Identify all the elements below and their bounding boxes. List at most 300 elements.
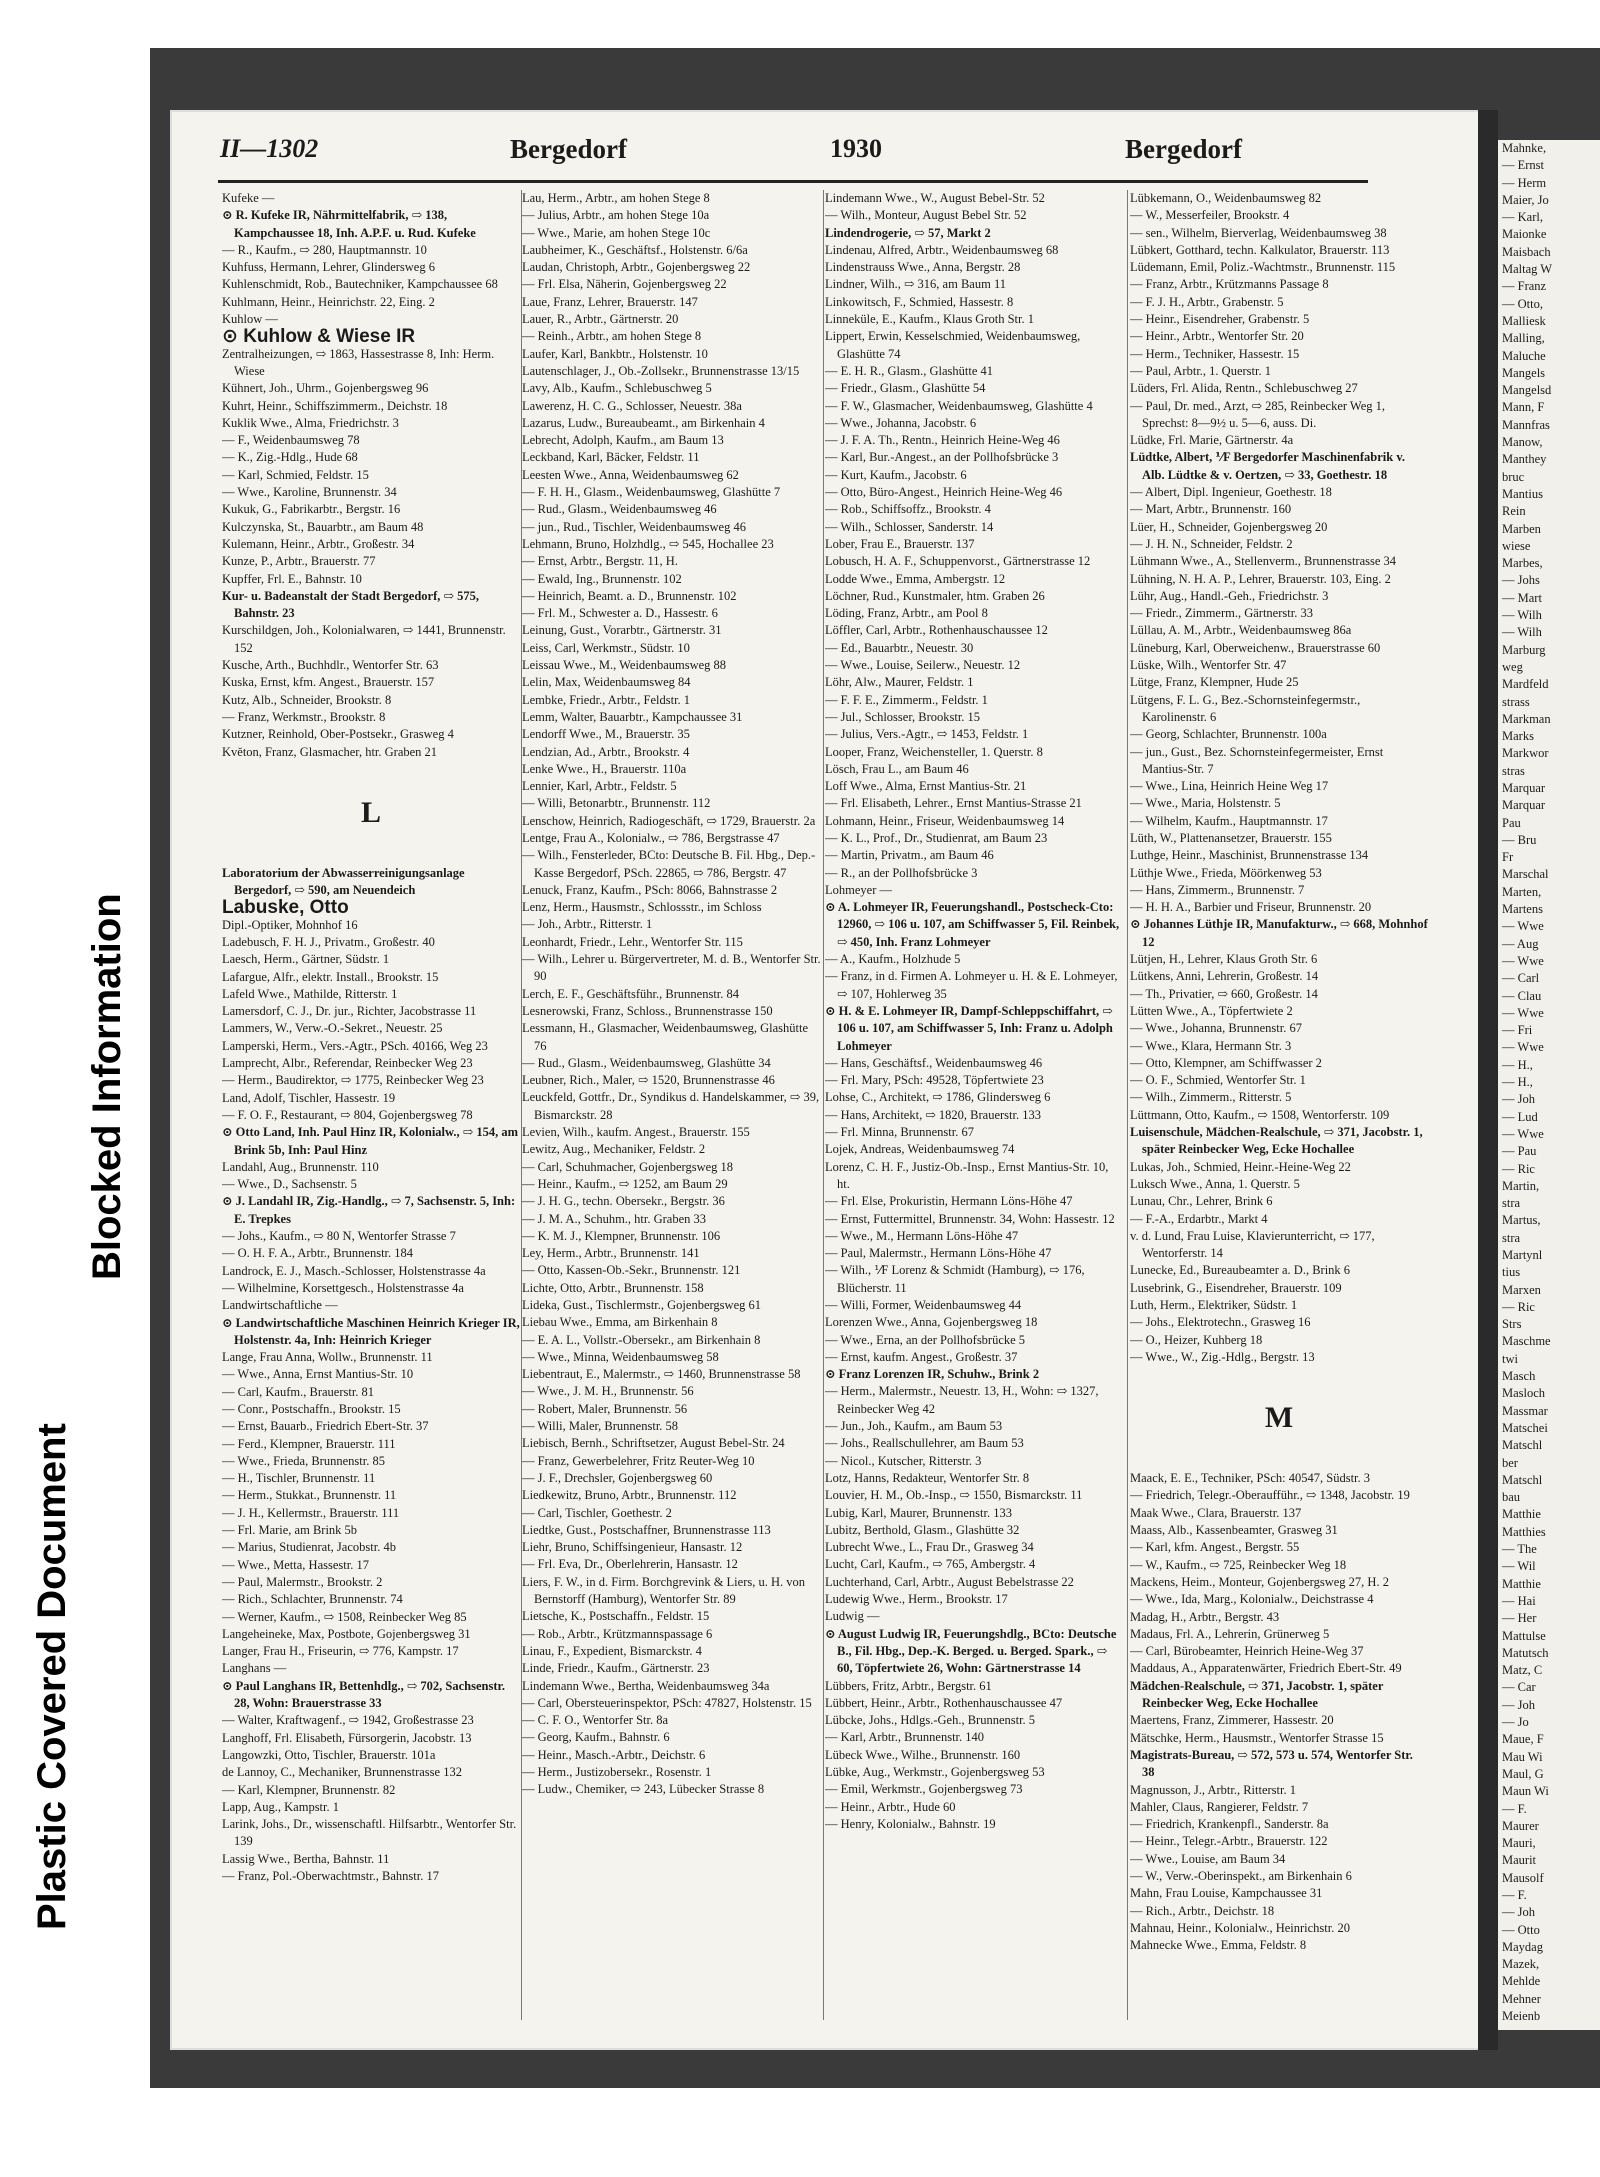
adjacent-entry-fragment: Maluche bbox=[1502, 348, 1546, 363]
directory-entry: — Paul, Arbtr., 1. Querstr. 1 bbox=[1130, 363, 1271, 378]
directory-entry: Lütkens, Anni, Lehrerin, Großestr. 14 bbox=[1130, 969, 1319, 984]
directory-entry: — Wilh., ⅟F Lorenz & Schmidt (Hamburg), ⇨ 176, Blücherstr. 11 bbox=[825, 1263, 1085, 1295]
adjacent-entry-fragment: — Car bbox=[1502, 1680, 1536, 1695]
directory-entry: Löchner, Rud., Kunstmaler, htm. Graben 26 bbox=[825, 588, 1045, 603]
business-listing: ⊙ Johannes Lüthje IR, Manufakturw., ⇨ 668, Mohnhof 12 bbox=[1130, 917, 1428, 949]
directory-entry: — Kurt, Kaufm., Jacobstr. 6 bbox=[825, 467, 967, 482]
directory-entry: — Georg, Kaufm., Bahnstr. 6 bbox=[522, 1730, 670, 1745]
adjacent-entry-fragment: Manthey bbox=[1502, 452, 1547, 467]
directory-entry: Lazarus, Ludw., Bureaubeamt., am Birkenhain 4 bbox=[522, 415, 765, 430]
directory-entry: Kutzner, Reinhold, Ober-Postsekr., Grasweg 4 bbox=[222, 727, 454, 742]
directory-entry: — Ed., Bauarbtr., Neuestr. 30 bbox=[825, 640, 974, 655]
directory-entry: — Wilh., Schlosser, Sanderstr. 14 bbox=[825, 519, 994, 534]
directory-entry: Kulczynska, St., Bauarbtr., am Baum 48 bbox=[222, 519, 424, 534]
section-letter: L bbox=[360, 795, 381, 829]
directory-entry: — Werner, Kaufm., ⇨ 1508, Reinbecker Weg 85 bbox=[222, 1609, 467, 1624]
directory-entry: — Mart, Arbtr., Brunnenstr. 160 bbox=[1130, 502, 1292, 517]
directory-entry: — Johs., Kaufm., ⇨ 80 N, Wentorfer Strasse 7 bbox=[222, 1229, 456, 1244]
adjacent-entry-fragment: Matthie bbox=[1502, 1576, 1541, 1591]
directory-entry: Landrock, E. J., Masch.-Schlosser, Holstenstrasse 4a bbox=[222, 1263, 486, 1278]
directory-entry: Lammers, W., Verw.-O.-Sekret., Neuestr. 25 bbox=[222, 1021, 443, 1036]
directory-entry: Květon, Franz, Glasmacher, htr. Graben 21 bbox=[222, 744, 438, 759]
directory-entry: Maertens, Franz, Zimmerer, Hassestr. 20 bbox=[1130, 1713, 1334, 1728]
directory-entry: Lesnerowski, Franz, Schloss., Brunnenstrasse 150 bbox=[522, 1003, 773, 1018]
directory-entry: Liebentraut, E., Malermstr., ⇨ 1460, Brunnenstrasse 58 bbox=[522, 1367, 801, 1382]
adjacent-entry-fragment: — Franz bbox=[1502, 279, 1547, 294]
business-listing: ⊙ Paul Langhans IR, Bettenhdlg., ⇨ 702, Sachsenstr. 28, Wohn: Brauerstrasse 33 bbox=[222, 1678, 506, 1711]
business-listing: Lindendrogerie, ⇨ 57, Markt 2 bbox=[825, 225, 991, 240]
adjacent-entry-fragment: Matz, C bbox=[1502, 1663, 1543, 1678]
header-city-right: Bergedorf bbox=[1125, 134, 1242, 164]
directory-entry: Maass, Alb., Kassenbeamter, Grasweg 31 bbox=[1130, 1523, 1338, 1538]
directory-entry: — K. M. J., Klempner, Brunnenstr. 106 bbox=[522, 1228, 721, 1243]
directory-entry: — Rud., Glasm., Weidenbaumsweg, Glashütte 34 bbox=[522, 1055, 771, 1070]
adjacent-entry-fragment: Fr bbox=[1502, 850, 1514, 865]
directory-entry: — Paul, Malermstr., Brookstr. 2 bbox=[222, 1574, 383, 1589]
directory-entry: — R., an der Pollhofsbrücke 3 bbox=[825, 865, 978, 880]
directory-entry: — Wwe., Marie, am hohen Stege 10c bbox=[522, 225, 711, 240]
directory-column-3 bbox=[825, 190, 1123, 2030]
directory-entry: Lindenau, Alfred, Arbtr., Weidenbaumsweg 68 bbox=[825, 242, 1059, 257]
directory-entry: Dipl.-Optiker, Mohnhof 16 bbox=[222, 917, 358, 932]
adjacent-entry-fragment: Martus, bbox=[1502, 1213, 1541, 1228]
directory-entry: Lodde Wwe., Emma, Ambergstr. 12 bbox=[825, 571, 1006, 586]
business-listing: Magistrats-Bureau, ⇨ 572, 573 u. 574, Wentorfer Str. 38 bbox=[1130, 1747, 1413, 1780]
adjacent-entry-fragment: ber bbox=[1502, 1455, 1518, 1470]
directory-entry: Lübcke, Johs., Hdlgs.-Geh., Brunnenstr. 5 bbox=[825, 1713, 1036, 1728]
directory-entry: Lamprecht, Albr., Referendar, Reinbecker Weg 23 bbox=[222, 1056, 473, 1071]
directory-entry: — Frl. Elsa, Näherin, Gojenbergsweg 22 bbox=[522, 277, 727, 292]
directory-entry: — Ewald, Ing., Brunnenstr. 102 bbox=[522, 571, 682, 586]
directory-column-2 bbox=[522, 190, 822, 2030]
directory-column-1 bbox=[222, 190, 520, 2030]
adjacent-entry-fragment: wiese bbox=[1502, 538, 1531, 553]
directory-entry: — C. F. O., Wentorfer Str. 8a bbox=[522, 1713, 669, 1728]
adjacent-entry-fragment: — Carl bbox=[1502, 971, 1540, 986]
directory-entry: — Ernst, kaufm. Angest., Großestr. 37 bbox=[825, 1349, 1018, 1364]
adjacent-entry-fragment: Manow, bbox=[1502, 435, 1543, 450]
directory-entry: — Wwe., Louise, am Baum 34 bbox=[1130, 1851, 1286, 1866]
directory-entry: — J. H. G., techn. Obersekr., Bergstr. 36 bbox=[522, 1194, 725, 1209]
adjacent-entry-fragment: stra bbox=[1502, 1196, 1521, 1211]
directory-entry: Kuhlow — bbox=[222, 312, 278, 327]
directory-entry: — Ludw., Chemiker, ⇨ 243, Lübecker Strasse 8 bbox=[522, 1782, 765, 1797]
adjacent-entry-fragment: — Wwe bbox=[1502, 919, 1544, 934]
directory-entry: Kuklik Wwe., Alma, Friedrichstr. 3 bbox=[222, 415, 399, 430]
adjacent-entry-fragment: — Wil bbox=[1502, 1559, 1536, 1574]
directory-entry: Lavy, Alb., Kaufm., Schlebuschweg 5 bbox=[522, 381, 712, 396]
directory-entry: Lüdke, Frl. Marie, Gärtnerstr. 4a bbox=[1130, 433, 1294, 448]
adjacent-entry-fragment: Maier, Jo bbox=[1502, 192, 1549, 207]
business-listing: ⊙ August Ludwig IR, Feuerungshdlg., BCto: Deutsche B., Fil. Hbg., Dep.-K. Berged. u. Berged. Spark., ⇨ 60, Töpfertwiete 26, Wohn: Gärtnerstrasse 14 bbox=[825, 1626, 1117, 1676]
directory-entry: — A., Kaufm., Holzhude 5 bbox=[825, 952, 961, 967]
directory-entry: Lindenstrauss Wwe., Anna, Bergstr. 28 bbox=[825, 260, 1021, 275]
directory-entry: — Wilh., Monteur, August Bebel Str. 52 bbox=[825, 208, 1027, 223]
business-listing: Mädchen-Realschule, ⇨ 371, Jacobstr. 1, später Reinbecker Weg, Ecke Hochallee bbox=[1130, 1678, 1384, 1711]
directory-entry: Lobusch, H. A. F., Schuppenvorst., Gärtnerstrasse 12 bbox=[825, 554, 1091, 569]
directory-entry: Lehmann, Bruno, Holzhdlg., ⇨ 545, Hochallee 23 bbox=[522, 536, 774, 551]
directory-entry: — Johs., Elektrotechn., Grasweg 16 bbox=[1130, 1315, 1311, 1330]
directory-entry: — Carl, Obersteuerinspektor, PSch: 47827, Holstenstr. 15 bbox=[522, 1695, 812, 1710]
directory-entry: — Wwe., Metta, Hassestr. 17 bbox=[222, 1557, 369, 1572]
directory-entry: Lauer, R., Arbtr., Gärtnerstr. 20 bbox=[522, 312, 679, 327]
adjacent-entry-fragment: Markwor bbox=[1502, 746, 1549, 761]
business-listing: ⊙ A. Lohmeyer IR, Feuerungshandl., Postscheck-Cto: 12960, ⇨ 106 u. 107, am Schiffwasser 5, Fil. Reinbek, ⇨ 450, Inh. Franz Lohmeyer bbox=[825, 900, 1120, 949]
directory-entry: Löffler, Carl, Arbtr., Rothenhauschaussee 12 bbox=[825, 623, 1048, 638]
directory-entry: — F. J. H., Arbtr., Grabenstr. 5 bbox=[1130, 294, 1284, 309]
business-listing: ⊙ Kuhlow & Wiese IR bbox=[222, 326, 416, 348]
adjacent-entry-fragment: Mattulse bbox=[1502, 1628, 1546, 1643]
directory-entry: — Heinr., Arbtr., Hude 60 bbox=[825, 1799, 956, 1814]
directory-entry: Lütten Wwe., A., Töpfertwiete 2 bbox=[1130, 1003, 1293, 1018]
directory-entry: Lippert, Erwin, Kesselschmied, Weidenbaumsweg, Glashütte 74 bbox=[825, 329, 1081, 361]
directory-entry: Laue, Franz, Lehrer, Brauerstr. 147 bbox=[522, 294, 698, 309]
directory-entry: Maddaus, A., Apparatenwärter, Friedrich Ebert-Str. 49 bbox=[1130, 1661, 1402, 1676]
adjacent-entry-fragment: — Mart bbox=[1502, 590, 1542, 605]
directory-entry: — Emil, Werkmstr., Gojenbergsweg 73 bbox=[825, 1782, 1023, 1797]
directory-entry: Lohmann, Heinr., Friseur, Weidenbaumsweg 14 bbox=[825, 813, 1065, 828]
adjacent-entry-fragment: — H., bbox=[1502, 1075, 1533, 1090]
directory-entry: — Jul., Schlosser, Brookstr. 15 bbox=[825, 709, 981, 724]
directory-entry: — H., Tischler, Brunnenstr. 11 bbox=[222, 1471, 376, 1486]
adjacent-entry-fragment: Maun Wi bbox=[1502, 1784, 1549, 1799]
directory-entry: Lenke Wwe., H., Brauerstr. 110a bbox=[522, 761, 687, 776]
directory-entry: — Wwe., Anna, Ernst Mantius-Str. 10 bbox=[222, 1367, 414, 1382]
adjacent-entry-fragment: — Hai bbox=[1502, 1593, 1536, 1608]
directory-entry: — Karl, Klempner, Brunnenstr. 82 bbox=[222, 1782, 396, 1797]
directory-entry: — Herm., Techniker, Hassestr. 15 bbox=[1130, 346, 1300, 361]
directory-entry: — Friedrich, Telegr.-Oberaufführ., ⇨ 1348, Jacobstr. 19 bbox=[1130, 1488, 1410, 1503]
directory-entry: — Wwe., Maria, Holstenstr. 5 bbox=[1130, 796, 1281, 811]
adjacent-entry-fragment: Mantius bbox=[1502, 486, 1543, 501]
directory-entry: — Franz, Werkmstr., Brookstr. 8 bbox=[222, 709, 386, 724]
directory-entry: — Wwe., Frieda, Brunnenstr. 85 bbox=[222, 1453, 385, 1468]
adjacent-entry-fragment: — Jo bbox=[1502, 1715, 1529, 1730]
business-listing: ⊙ Landwirtschaftliche Maschinen Heinrich Krieger IR, Holstenstr. 4a, Inh: Heinrich Krieger bbox=[222, 1315, 520, 1347]
directory-entry: — Herm., Stukkat., Brunnenstr. 11 bbox=[222, 1488, 397, 1503]
business-listing: ⊙ Otto Land, Inh. Paul Hinz IR, Kolonialw., ⇨ 154, am Brink 5b, Inh: Paul Hinz bbox=[222, 1125, 518, 1157]
header-city-left: Bergedorf bbox=[510, 134, 627, 164]
blocked-information-label: Blocked Information bbox=[85, 893, 129, 1280]
directory-entry: Langeheineke, Max, Postbote, Gojenbergsweg 31 bbox=[222, 1626, 471, 1641]
directory-entry: Laesch, Herm., Gärtner, Südstr. 1 bbox=[222, 952, 390, 967]
directory-entry: — Otto, Kassen-Ob.-Sekr., Brunnenstr. 121 bbox=[522, 1263, 741, 1278]
adjacent-entry-fragment: stras bbox=[1502, 763, 1525, 778]
directory-entry: — Robert, Maler, Brunnenstr. 56 bbox=[522, 1401, 688, 1416]
directory-entry: — Carl, Bürobeamter, Heinrich Heine-Weg 37 bbox=[1130, 1644, 1364, 1659]
directory-entry: Lenuck, Franz, Kaufm., PSch: 8066, Bahnstrasse 2 bbox=[522, 882, 778, 897]
directory-entry: Ludewig Wwe., Herm., Brookstr. 17 bbox=[825, 1592, 1008, 1607]
column-divider bbox=[823, 190, 824, 2020]
directory-entry: — K., Zig.-Hdlg., Hude 68 bbox=[222, 450, 358, 465]
directory-page bbox=[170, 110, 1480, 2050]
directory-entry: Mahnau, Heinr., Kolonialw., Heinrichstr. 20 bbox=[1130, 1920, 1350, 1935]
adjacent-entry-fragment: weg bbox=[1502, 659, 1523, 674]
directory-entry: Kuhlenschmidt, Rob., Bautechniker, Kampchaussee 68 bbox=[222, 277, 498, 292]
directory-entry: Lotz, Hanns, Redakteur, Wentorfer Str. 8 bbox=[825, 1470, 1030, 1485]
directory-entry: Luthge, Heinr., Maschinist, Brunnenstrasse 134 bbox=[1130, 848, 1369, 863]
directory-entry: — Rob., Arbtr., Krützmannspassage 6 bbox=[522, 1626, 713, 1641]
directory-entry: Lübeck Wwe., Wilhe., Brunnenstr. 160 bbox=[825, 1747, 1021, 1762]
directory-entry: — Willi, Former, Weidenbaumsweg 44 bbox=[825, 1298, 1022, 1312]
directory-entry: Langhans — bbox=[222, 1661, 287, 1676]
adjacent-entry-fragment: — Clau bbox=[1502, 988, 1542, 1003]
directory-entry: — Franz, Arbtr., Krützmanns Passage 8 bbox=[1130, 277, 1329, 292]
adjacent-entry-fragment: Martynl bbox=[1502, 1248, 1543, 1262]
directory-entry: — sen., Wilhelm, Bierverlag, Weidenbaumsweg 38 bbox=[1130, 225, 1387, 240]
directory-entry: Kuhlmann, Heinr., Heinrichstr. 22, Eing. 2 bbox=[222, 294, 435, 309]
directory-entry: — W., Kaufm., ⇨ 725, Reinbecker Weg 18 bbox=[1130, 1557, 1347, 1572]
directory-entry: Langer, Frau H., Friseurin, ⇨ 776, Kampstr. 17 bbox=[222, 1644, 459, 1659]
directory-entry: — Wilh., Lehrer u. Bürgervertreter, M. d. B., Wentorfer Str. 90 bbox=[522, 952, 821, 984]
directory-entry: Lüllau, A. M., Arbtr., Weidenbaumsweg 86a bbox=[1130, 623, 1352, 638]
adjacent-entry-fragment: Pau bbox=[1502, 815, 1521, 830]
sidebar-overlay bbox=[0, 0, 150, 2177]
directory-entry: Lösch, Frau L., am Baum 46 bbox=[825, 761, 969, 776]
directory-entry: Ley, Herm., Arbtr., Brunnenstr. 141 bbox=[522, 1246, 700, 1261]
directory-entry: — Paul, Malermstr., Hermann Löns-Höhe 47 bbox=[825, 1246, 1052, 1261]
directory-entry: — Karl, Schmied, Feldstr. 15 bbox=[222, 467, 369, 482]
directory-entry: Lindemann Wwe., W., August Bebel-Str. 52 bbox=[825, 191, 1045, 205]
directory-entry: — Frl. Eva, Dr., Oberlehrerin, Hansastr. 12 bbox=[522, 1557, 738, 1572]
adjacent-entry-fragment: — Wilh bbox=[1502, 608, 1542, 623]
plastic-covered-label: Plastic Covered Document bbox=[30, 1423, 74, 1930]
directory-entry: Leonhardt, Friedr., Lehr., Wentorfer Str. 115 bbox=[522, 934, 743, 949]
directory-entry: — Wwe., Johanna, Brunnenstr. 67 bbox=[1130, 1021, 1302, 1036]
directory-entry: Leuckfeld, Gottfr., Dr., Syndikus d. Handelskammer, ⇨ 39, Bismarckstr. 28 bbox=[522, 1090, 820, 1122]
directory-entry: — Wwe., Minna, Weidenbaumsweg 58 bbox=[522, 1349, 719, 1364]
adjacent-entry-fragment: Mehner bbox=[1502, 1991, 1541, 2006]
directory-entry: — Rud., Glasm., Weidenbaumsweg 46 bbox=[522, 502, 717, 517]
directory-entry: Linneküle, E., Kaufm., Klaus Groth Str. 1 bbox=[825, 312, 1034, 327]
directory-entry: — Wwe., Klara, Hermann Str. 3 bbox=[1130, 1038, 1292, 1053]
adjacent-entry-fragment: — Otto bbox=[1502, 1922, 1540, 1937]
directory-entry: v. d. Lund, Frau Luise, Klavierunterricht, ⇨ 177, Wentorferstr. 14 bbox=[1130, 1228, 1375, 1261]
directory-entry: — Ernst, Futtermittel, Brunnenstr. 34, Wohn: Hassestr. 12 bbox=[825, 1211, 1115, 1226]
directory-entry: — J. F. A. Th., Rentn., Heinrich Heine-Weg 46 bbox=[825, 433, 1060, 448]
directory-entry: — Wilh., Fensterleder, BCto: Deutsche B. Fil. Hbg., Dep.-Kasse Bergedorf, PSch. 22865, ⇨ 786, Bergstr. 47 bbox=[522, 848, 816, 880]
adjacent-entry-fragment: Masloch bbox=[1502, 1386, 1546, 1401]
directory-entry: — Frl. M., Schwester a. D., Hassestr. 6 bbox=[522, 606, 718, 621]
directory-entry: Larink, Johs., Dr., wissenschaftl. Hilfsarbtr., Wentorfer Str. 139 bbox=[222, 1817, 517, 1849]
directory-entry: — Friedrich, Krankenpfl., Sanderstr. 8a bbox=[1130, 1817, 1329, 1832]
directory-entry: Lüthje Wwe., Frieda, Möörkenweg 53 bbox=[1130, 865, 1322, 880]
section-letter: M bbox=[1264, 1401, 1294, 1435]
directory-entry: — Paul, Dr. med., Arzt, ⇨ 285, Reinbecker Weg 1, Sprechst: 8—9½ u. 5—6, auss. Di. bbox=[1130, 398, 1386, 430]
business-listing: Luisenschule, Mädchen-Realschule, ⇨ 371, Jacobstr. 1, später Reinbecker Weg, Ecke Hochallee bbox=[1130, 1125, 1423, 1157]
directory-entry: — F.-A., Erdarbtr., Markt 4 bbox=[1130, 1211, 1268, 1226]
directory-entry: — Frl. Else, Prokuristin, Hermann Löns-Höhe 47 bbox=[825, 1194, 1073, 1209]
directory-entry: — W., Messerfeiler, Brookstr. 4 bbox=[1130, 208, 1290, 223]
directory-entry: Mahler, Claus, Rangierer, Feldstr. 7 bbox=[1130, 1799, 1309, 1814]
directory-entry: Lohmeyer — bbox=[825, 882, 892, 897]
directory-entry: — jun., Gust., Bez. Schornsteinfegermeister, Ernst Mantius-Str. 7 bbox=[1130, 744, 1384, 776]
header-rule bbox=[218, 180, 1368, 183]
directory-entry: — Hans, Architekt, ⇨ 1820, Brauerstr. 133 bbox=[825, 1107, 1041, 1122]
directory-entry: Löhr, Alw., Maurer, Feldstr. 1 bbox=[825, 675, 974, 690]
directory-entry: — Wilh., Zimmerm., Ritterstr. 5 bbox=[1130, 1090, 1292, 1105]
directory-entry: Lamperski, Herm., Vers.-Agtr., PSch. 40166, Weg 23 bbox=[222, 1038, 488, 1053]
page-header bbox=[210, 134, 1370, 174]
business-listing: Laboratorium der Abwasserreinigungsanlage Bergedorf, ⇨ 590, am Neuendeich bbox=[222, 865, 465, 898]
directory-entry: Lerch, E. F., Geschäftsführ., Brunnenstr. 84 bbox=[522, 986, 740, 1001]
directory-entry: Leissau Wwe., M., Weidenbaumsweg 88 bbox=[522, 658, 727, 673]
directory-entry: Liebisch, Bernh., Schriftsetzer, August Bebel-Str. 24 bbox=[522, 1436, 785, 1451]
directory-entry: Lübbert, Heinr., Arbtr., Rothenhauschaussee 47 bbox=[825, 1695, 1063, 1710]
directory-entry: Löding, Franz, Arbtr., am Pool 8 bbox=[825, 606, 988, 621]
directory-entry: — Joh., Arbtr., Ritterstr. 1 bbox=[522, 917, 653, 932]
directory-entry: — Julius, Arbtr., am hohen Stege 10a bbox=[522, 208, 710, 223]
adjacent-entry-fragment: Mausolf bbox=[1502, 1870, 1544, 1885]
directory-entry: Kufeke — bbox=[222, 191, 275, 205]
directory-entry: Lütjen, H., Lehrer, Klaus Groth Str. 6 bbox=[1130, 952, 1318, 967]
directory-entry: — Conr., Postschaffn., Brookstr. 15 bbox=[222, 1402, 401, 1416]
directory-entry: Looper, Franz, Weichensteller, 1. Querstr. 8 bbox=[825, 744, 1043, 759]
business-listing: ⊙ R. Kufeke IR, Nährmittelfabrik, ⇨ 138, Kampchaussee 18, Inh. A.P.F. u. Rud. Kufeke bbox=[222, 208, 476, 240]
directory-entry: — F. O. F., Restaurant, ⇨ 804, Gojenbergsweg 78 bbox=[222, 1107, 473, 1122]
directory-entry: Lühning, N. H. A. P., Lehrer, Brauerstr. 103, Eing. 2 bbox=[1130, 571, 1391, 586]
directory-entry: Liedkewitz, Bruno, Arbtr., Brunnenstr. 112 bbox=[522, 1488, 737, 1503]
directory-entry: Lübkemann, O., Weidenbaumsweg 82 bbox=[1130, 191, 1322, 205]
directory-entry: — H. H. A., Barbier und Friseur, Brunnenstr. 20 bbox=[1130, 900, 1372, 915]
directory-entry: — Albert, Dipl. Ingenieur, Goethestr. 18 bbox=[1130, 485, 1332, 500]
directory-entry: Lelin, Max, Weidenbaumsweg 84 bbox=[522, 675, 691, 690]
adjacent-entry-fragment: — H., bbox=[1502, 1057, 1533, 1072]
directory-entry: — Friedr., Glasm., Glashütte 54 bbox=[825, 381, 986, 396]
directory-entry: — W., Verw.-Oberinspekt., am Birkenhain 6 bbox=[1130, 1869, 1352, 1884]
directory-entry: — R., Kaufm., ⇨ 280, Hauptmannstr. 10 bbox=[222, 242, 427, 257]
adjacent-page-column bbox=[1502, 140, 1552, 2025]
directory-entry: Lorenz, C. H. F., Justiz-Ob.-Insp., Ernst Mantius-Str. 10, ht. bbox=[825, 1159, 1109, 1191]
directory-entry: Kulemann, Heinr., Arbtr., Großestr. 34 bbox=[222, 536, 415, 551]
directory-entry: Lietsche, K., Postschaffn., Feldstr. 15 bbox=[522, 1609, 710, 1624]
business-listing: ⊙ J. Landahl IR, Zig.-Handlg., ⇨ 7, Sachsenstr. 5, Inh: E. Trepkes bbox=[222, 1194, 516, 1226]
adjacent-entry-fragment: Mazek, bbox=[1502, 1957, 1540, 1972]
directory-entry: Kühnert, Joh., Uhrm., Gojenbergsweg 96 bbox=[222, 381, 429, 396]
adjacent-entry-fragment: Mann, F bbox=[1502, 400, 1545, 415]
directory-entry: Lewitz, Aug., Mechaniker, Feldstr. 2 bbox=[522, 1142, 706, 1157]
directory-entry: Kutz, Alb., Schneider, Brookstr. 8 bbox=[222, 692, 392, 707]
directory-entry: Linkowitsch, F., Schmied, Hassestr. 8 bbox=[825, 294, 1014, 309]
directory-entry: — Friedr., Zimmerm., Gärtnerstr. 33 bbox=[1130, 606, 1313, 621]
directory-entry: — Wwe., Ida, Marg., Kolonialw., Deichstrasse 4 bbox=[1130, 1592, 1374, 1607]
directory-entry: — Karl, Bur.-Angest., an der Pollhofsbrücke 3 bbox=[825, 450, 1059, 465]
directory-entry: — Wwe., W., Zig.-Hdlg., Bergstr. 13 bbox=[1130, 1349, 1315, 1364]
directory-entry: Lassig Wwe., Bertha, Bahnstr. 11 bbox=[222, 1851, 390, 1866]
adjacent-entry-fragment: Marschal bbox=[1502, 867, 1549, 882]
adjacent-entry-fragment: Mau Wi bbox=[1502, 1749, 1543, 1764]
directory-entry: — Jun., Joh., Kaufm., am Baum 53 bbox=[825, 1419, 1003, 1434]
directory-entry: Lüth, W., Plattenansetzer, Brauerstr. 155 bbox=[1130, 830, 1332, 845]
directory-entry: — Frl. Marie, am Brink 5b bbox=[222, 1523, 358, 1538]
directory-entry: — Otto, Büro-Angest., Heinrich Heine-Weg 46 bbox=[825, 485, 1063, 500]
directory-entry: Lunecke, Ed., Bureaubeamter a. D., Brink 6 bbox=[1130, 1263, 1351, 1278]
adjacent-entry-fragment: — Her bbox=[1502, 1611, 1537, 1626]
adjacent-entry-fragment: Matschl bbox=[1502, 1438, 1543, 1453]
directory-entry: Lühmann Wwe., A., Stellenverm., Brunnenstrasse 34 bbox=[1130, 554, 1397, 569]
adjacent-entry-fragment: Mahnke, bbox=[1502, 141, 1547, 155]
directory-entry: — Reinh., Arbtr., am hohen Stege 8 bbox=[522, 329, 702, 344]
directory-entry: Lindner, Wilh., ⇨ 316, am Baum 11 bbox=[825, 277, 1006, 292]
adjacent-entry-fragment: — Joh bbox=[1502, 1697, 1535, 1712]
directory-entry: Lucht, Carl, Kaufm., ⇨ 765, Ambergstr. 4 bbox=[825, 1557, 1036, 1572]
adjacent-entry-fragment: — Wwe bbox=[1502, 953, 1544, 968]
directory-entry: — E. A. L., Vollstr.-Obersekr., am Birkenhain 8 bbox=[522, 1332, 761, 1347]
directory-entry: — Rich., Schlachter, Brunnenstr. 74 bbox=[222, 1592, 403, 1607]
adjacent-entry-fragment: bruc bbox=[1502, 469, 1525, 484]
directory-entry: — Herm., Justizobersekr., Rosenstr. 1 bbox=[522, 1765, 712, 1780]
directory-entry: Leckband, Karl, Bäcker, Feldstr. 11 bbox=[522, 450, 700, 465]
directory-entry: — Carl, Kaufm., Brauerstr. 81 bbox=[222, 1384, 375, 1399]
adjacent-entry-fragment: — Karl, bbox=[1502, 210, 1543, 225]
header-year: 1930 bbox=[830, 134, 882, 163]
directory-entry: Lange, Frau Anna, Wollw., Brunnenstr. 11 bbox=[222, 1350, 433, 1365]
directory-entry: Lojek, Andreas, Weidenbaumsweg 74 bbox=[825, 1142, 1015, 1157]
adjacent-entry-fragment: Mardfeld bbox=[1502, 677, 1549, 692]
directory-entry: Lentge, Frau A., Kolonialw., ⇨ 786, Bergstrasse 47 bbox=[522, 830, 780, 845]
adjacent-entry-fragment: — Wwe bbox=[1502, 1040, 1544, 1055]
directory-entry: — F. W., Glasmacher, Weidenbaumsweg, Glashütte 4 bbox=[825, 398, 1093, 413]
directory-entry: — Herm., Malermstr., Neuestr. 13, H., Wohn: ⇨ 1327, Reinbecker Weg 42 bbox=[825, 1384, 1099, 1416]
directory-entry: Laubheimer, K., Geschäftsf., Holstenstr. 6/6a bbox=[522, 242, 748, 257]
directory-column-4 bbox=[1130, 190, 1428, 2030]
directory-entry: — Rob., Schiffsoffz., Brookstr. 4 bbox=[825, 502, 991, 517]
adjacent-entry-fragment: Marten, bbox=[1502, 884, 1542, 899]
directory-entry: — F. F. E., Zimmerm., Feldstr. 1 bbox=[825, 692, 988, 707]
adjacent-entry-fragment: bau bbox=[1502, 1490, 1521, 1505]
directory-entry: Lüders, Frl. Alida, Rentn., Schlebuschweg 27 bbox=[1130, 381, 1358, 396]
directory-entry: — Wwe., J. M. H., Brunnenstr. 56 bbox=[522, 1384, 694, 1399]
directory-entry: Langhoff, Frl. Elisabeth, Fürsorgerin, Jacobstr. 13 bbox=[222, 1730, 472, 1745]
adjacent-entry-fragment: Maionke bbox=[1502, 227, 1547, 242]
directory-entry: — F. H. H., Glasm., Weidenbaumsweg, Glashütte 7 bbox=[522, 485, 781, 500]
adjacent-entry-fragment: — Ernst bbox=[1502, 158, 1545, 173]
adjacent-entry-fragment: Marquar bbox=[1502, 780, 1546, 795]
directory-entry: Zentralheizungen, ⇨ 1863, Hassestrasse 8, Inh: Herm. Wiese bbox=[222, 346, 495, 378]
directory-entry: Lübkert, Gotthard, techn. Kalkulator, Brauerstr. 113 bbox=[1130, 242, 1390, 257]
adjacent-entry-fragment: — Herm bbox=[1502, 175, 1547, 190]
directory-entry: Mahnecke Wwe., Emma, Feldstr. 8 bbox=[1130, 1938, 1307, 1953]
column-divider bbox=[1127, 190, 1128, 2020]
directory-entry: — Ernst, Arbtr., Bergstr. 11, H. bbox=[522, 554, 678, 569]
directory-entry: Lendzian, Ad., Arbtr., Brookstr. 4 bbox=[522, 744, 690, 759]
directory-entry: Lübke, Aug., Werkmstr., Gojenbergsweg 53 bbox=[825, 1765, 1045, 1780]
directory-entry: Ladebusch, F. H. J., Privatm., Großestr. 40 bbox=[222, 934, 435, 949]
directory-entry: Lusebrink, G., Eisendreher, Brauerstr. 109 bbox=[1130, 1280, 1342, 1295]
directory-entry: — K. L., Prof., Dr., Studienrat, am Baum 23 bbox=[825, 830, 1048, 845]
directory-entry: Luchterhand, Carl, Arbtr., August Bebelstrasse 22 bbox=[825, 1574, 1074, 1589]
directory-entry: Liebau Wwe., Emma, am Birkenhain 8 bbox=[522, 1315, 718, 1330]
directory-entry: — Walter, Kraftwagenf., ⇨ 1942, Großestrasse 23 bbox=[222, 1713, 474, 1728]
directory-entry: — E. H. R., Glasm., Glashütte 41 bbox=[825, 363, 994, 378]
adjacent-entry-fragment: Massmar bbox=[1502, 1403, 1548, 1418]
directory-entry: Lau, Herm., Arbtr., am hohen Stege 8 bbox=[522, 191, 710, 205]
directory-entry: Luth, Herm., Elektriker, Südstr. 1 bbox=[1130, 1298, 1298, 1312]
adjacent-entry-fragment: Marbes, bbox=[1502, 556, 1543, 571]
directory-entry: — Johs., Reallschullehrer, am Baum 53 bbox=[825, 1436, 1024, 1451]
adjacent-entry-fragment: Matschl bbox=[1502, 1472, 1543, 1487]
adjacent-entry-fragment: Marquar bbox=[1502, 798, 1546, 813]
adjacent-entry-fragment: — Pau bbox=[1502, 1144, 1537, 1159]
directory-entry: — Carl, Tischler, Goethestr. 2 bbox=[522, 1505, 672, 1520]
directory-entry: Lichte, Otto, Arbtr., Brunnenstr. 158 bbox=[522, 1280, 704, 1295]
directory-entry: Laufer, Karl, Bankbtr., Holstenstr. 10 bbox=[522, 346, 708, 361]
directory-entry: Lubitz, Berthold, Glasm., Glashütte 32 bbox=[825, 1522, 1020, 1537]
directory-entry: Land, Adolf, Tischler, Hassestr. 19 bbox=[222, 1090, 396, 1105]
directory-entry: — Heinr., Telegr.-Arbtr., Brauerstr. 122 bbox=[1130, 1834, 1328, 1849]
directory-entry: Leubner, Rich., Maler, ⇨ 1520, Brunnenstrasse 46 bbox=[522, 1073, 775, 1088]
directory-entry: — Franz, in d. Firmen A. Lohmeyer u. H. & E. Lohmeyer, ⇨ 107, Hohlerweg 35 bbox=[825, 969, 1118, 1001]
